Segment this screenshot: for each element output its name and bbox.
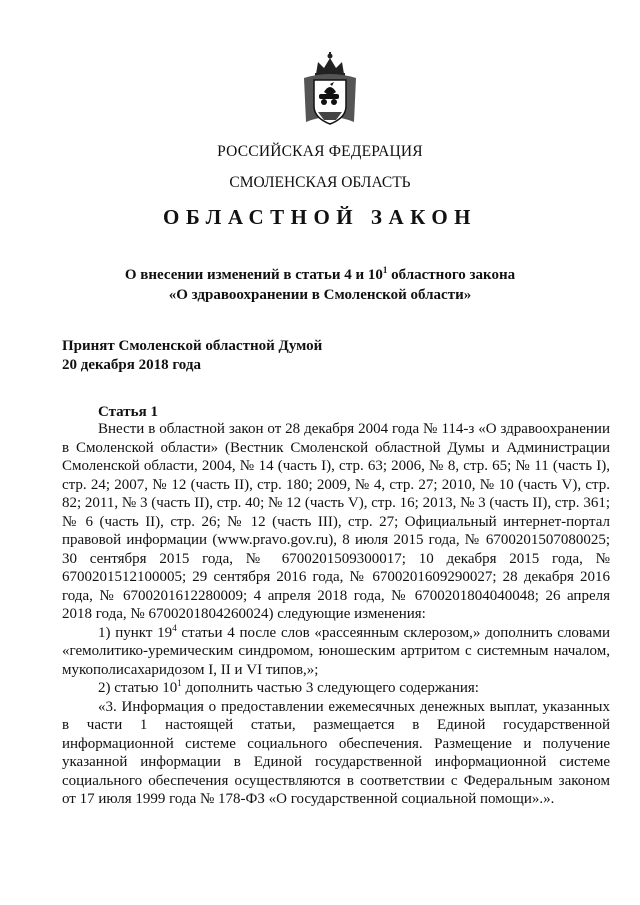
region-name: СМОЛЕНСКАЯ ОБЛАСТЬ	[229, 174, 411, 191]
country-name: РОССИЙСКАЯ ФЕДЕРАЦИЯ	[217, 143, 423, 160]
adoption-info	[62, 337, 322, 375]
coat-of-arms-icon	[300, 52, 360, 128]
law-title	[0, 265, 640, 305]
amendment-text-part-3: «3. Информация о предоставлении ежемесячных денежных выплат, указанных в части 1 настоящей статьи, размещается в Единой государственной информационной системе социального обеспечения. Размещение и получение указанной информации в Единой государственной информационной системе социального обеспечения осуществляются в соответствии с Федеральным законом от 17 июля 1999 года № 178-ФЗ «О государственной социальной помощи».».	[62, 698, 610, 807]
item-1-part-a: 1) пункт 19	[98, 624, 173, 641]
article-intro-paragraph: Внести в областной закон от 28 декабря 2004 года № 114-з «О здравоохранении в Смоленской области» (Вестник Смоленской областной Думы и Администрации Смоленской области, 2004, № 14 (часть I), стр. 63; 2006, № 8, стр. 65; № 11 (часть I), стр. 24; 2007, № 12 (часть II), стр. 180; 2009, № 4, стр. 27; 2010, № 10 (часть V), стр. 82; 2011, № 3 (часть II), стр. 40; № 12 (часть V), стр. 16; 2013, № 3 (часть II), стр. 361; № 6 (часть II), стр. 26; № 12 (часть III), стр. 27; Официальный интернет-портал правовой информации (www.pravo.gov.ru), 8 июля 2015 года, № 6700201507080025; 30 сентября 2015 года, № 6700201509300017; 10 декабря 2015 года, № 6700201512100005; 29 сентября 2016 года, № 6700201609290027; 28 декабря 2016 года, № 6700201612280009; 4 апреля 2018 года, № 6700201804040048; 26 апреля 2018 года, № 6700201804260024) следующие изменения:	[62, 421, 610, 622]
amendment-item-1	[62, 624, 610, 680]
amendment-item-2	[62, 679, 610, 698]
law-title-line-2: «О здравоохранении в Смоленской области»	[168, 287, 472, 303]
law-title-superscript: 1	[382, 265, 388, 275]
law-title-part-a: О внесении изменений в статьи 4 и 10	[124, 267, 383, 283]
document-type: ОБЛАСТНОЙ ЗАКОН	[162, 205, 477, 229]
law-title-part-b: областного закона	[387, 267, 516, 283]
item-2-superscript: 1	[177, 678, 182, 688]
adoption-date: 20 декабря 2018 года	[62, 357, 201, 373]
article-heading: Статья 1	[98, 404, 158, 420]
adoption-body: Принят Смоленской областной Думой	[62, 338, 323, 354]
law-title-line-1	[0, 265, 640, 285]
item-2-part-a: 2) статью 10	[98, 680, 178, 696]
item-2-part-b: дополнить частью 3 следующего содержания:	[181, 680, 479, 696]
item-1-superscript: 4	[172, 622, 177, 633]
article-body	[62, 420, 610, 809]
item-1-part-b: статьи 4 после слов «рассеянным склерозом,» дополнить словами «гемолитико-уремическим синдромом, юношеским артритом с системным началом, мукополисахаридозом I, II и VI типов,»;	[62, 624, 610, 678]
